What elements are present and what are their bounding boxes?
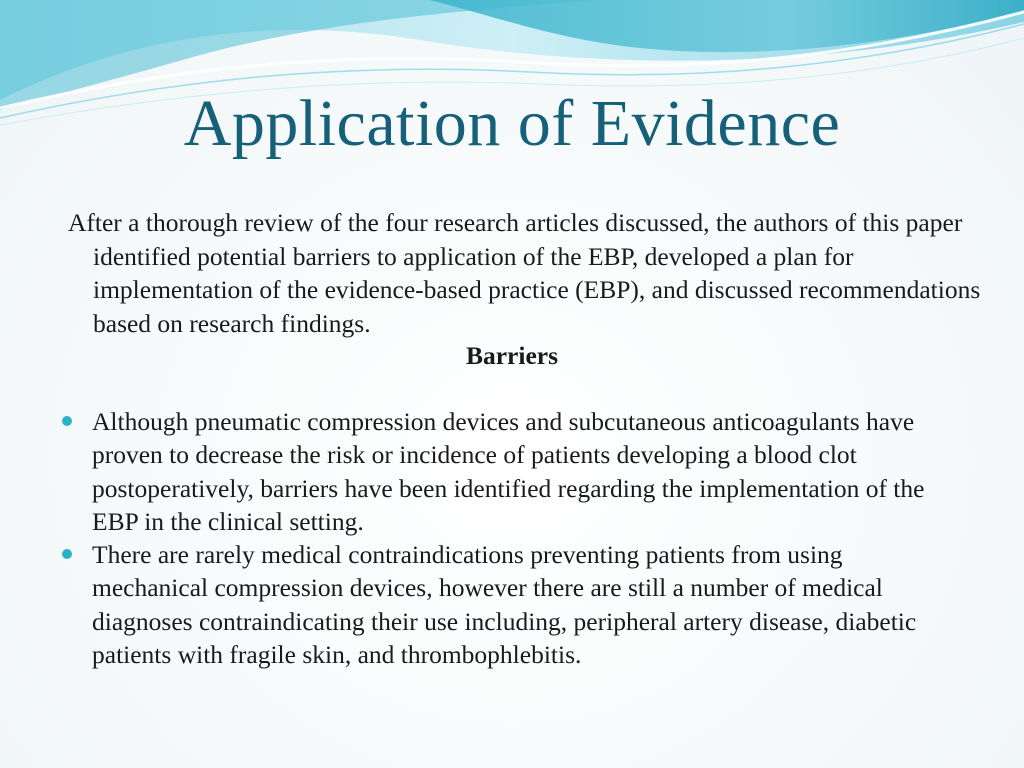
bullet-item [62, 405, 962, 538]
section-heading: Barriers [465, 341, 559, 370]
intro-paragraph: After a thorough review of the four research articles discussed, the authors of this paper identified potential barriers to application of the EBP, developed a plan for implementation of the evidence-based practice (EBP), and discussed recommendations based on research findings. [68, 208, 981, 338]
slide-title: Application of Evidence [183, 87, 841, 160]
bullet-list [62, 405, 962, 671]
bullet-dot-icon [62, 416, 72, 426]
bullet-item [62, 538, 962, 671]
bullet-text: There are rarely medical contraindications preventing patients from using mechanical compression devices, however there are still a number of medical diagnoses contraindicating their use including, peripheral artery disease, diabetic patients with fragile skin, and thrombophlebitis. [92, 540, 917, 670]
bullet-dot-icon [62, 549, 72, 559]
bullet-text: Although pneumatic compression devices and subcutaneous anticoagulants have proven to decrease the risk or incidence of patients developing a blood clot postoperatively, barriers have been identified regarding the implementation of the EBP in the clinical setting. [92, 407, 925, 536]
